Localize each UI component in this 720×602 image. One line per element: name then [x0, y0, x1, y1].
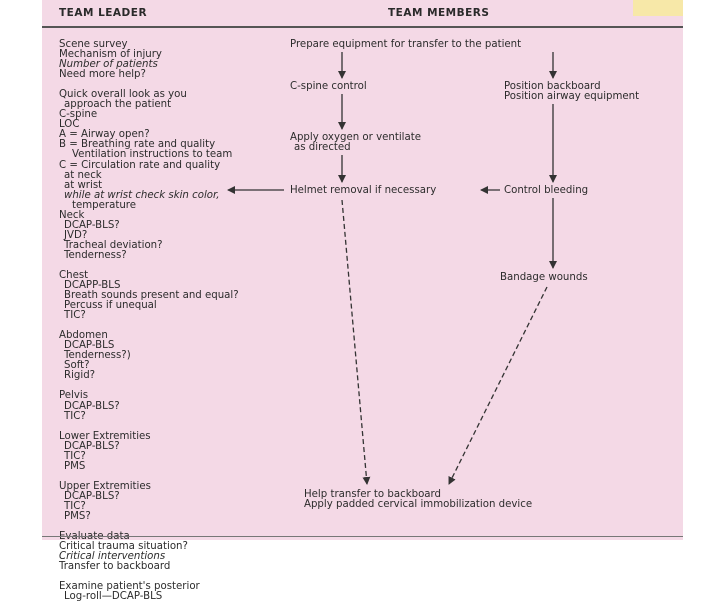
evaluate-line: Critical interventions	[59, 551, 166, 563]
quick-line: Quick overall look as you	[59, 89, 187, 101]
prepare-equipment-step: Prepare equipment for transfer to the patient	[290, 39, 522, 50]
team-members-header: TEAM MEMBERS	[388, 7, 490, 19]
lower-line: TIC?	[64, 450, 86, 462]
pelvis-line: Pelvis	[59, 390, 89, 402]
scene-line: Scene survey	[59, 39, 128, 50]
abdomen-line: Tenderness?)	[64, 350, 131, 362]
upper-line: PMS?	[64, 510, 91, 522]
apply-oxygen-step-cont: as directed	[294, 142, 351, 153]
team-leader-header: TEAM LEADER	[59, 7, 148, 19]
quick-line: LOC	[59, 119, 80, 131]
c-spine-control-step: C-spine control	[290, 81, 367, 92]
control-bleeding-step: Control bleeding	[504, 185, 589, 196]
quick-line: C = Circulation rate and quality	[59, 159, 221, 171]
position-backboard-step: Position backboard	[504, 81, 601, 92]
arrow-bandage-to-transfer	[449, 287, 547, 484]
bottom-rule	[42, 536, 683, 537]
lower-line: DCAP-BLS?	[64, 440, 120, 452]
lower-line: Lower Extremities	[59, 430, 151, 442]
chest-line: TIC?	[64, 310, 86, 322]
chest-line: DCAPP-BLS	[64, 280, 121, 292]
neck-line: Neck	[59, 209, 85, 221]
flowchart-sheet	[42, 0, 683, 602]
helmet-removal-step: Helmet removal if necessary	[290, 185, 437, 196]
neck-line: Tracheal deviation?	[64, 239, 163, 251]
neck-line: Tenderness?	[64, 249, 127, 261]
position-airway-step: Position airway equipment	[504, 91, 640, 102]
pelvis-line: TIC?	[64, 410, 86, 422]
neck-line: JVD?	[64, 229, 88, 241]
quick-line: at neck	[64, 169, 102, 181]
upper-line: TIC?	[64, 500, 86, 512]
quick-line: at wrist	[64, 179, 103, 191]
upper-line: Upper Extremities	[59, 480, 151, 492]
scene-line: Mechanism of injury	[59, 49, 162, 61]
evaluate-line: Transfer to backboard	[59, 561, 171, 573]
scene-line: Need more help?	[59, 69, 146, 81]
neck-line: DCAP-BLS?	[64, 219, 120, 231]
quick-line: while at wrist check skin color,	[64, 189, 220, 201]
chest-line: Percuss if unequal	[64, 300, 157, 312]
immobilization-step: Apply padded cervical immobilization device	[304, 499, 533, 510]
abdomen-line: Abdomen	[59, 330, 108, 342]
evaluate-line: Critical trauma situation?	[59, 541, 188, 553]
chest-line: Chest	[59, 269, 89, 281]
arrow-helmet-to-transfer	[342, 200, 367, 484]
quick-line: approach the patient	[64, 99, 172, 111]
abdomen-line: Soft?	[64, 360, 90, 372]
pelvis-line: DCAP-BLS?	[64, 400, 120, 412]
abdomen-line: Rigid?	[64, 370, 96, 382]
abdomen-line: DCAP-BLS	[64, 340, 115, 352]
examine-group	[59, 582, 309, 602]
chest-line: Breath sounds present and equal?	[64, 290, 239, 302]
apply-oxygen-step: Apply oxygen or ventilate	[290, 132, 421, 143]
examine-line: Examine patient's posterior	[59, 581, 200, 593]
flow-arrows	[42, 0, 683, 540]
quick-line: temperature	[72, 199, 137, 211]
quick-line: A = Airway open?	[59, 129, 150, 141]
upper-line: DCAP-BLS?	[64, 490, 120, 502]
lower-line: PMS	[64, 460, 86, 472]
examine-line: Log-roll—DCAP-BLS	[64, 591, 163, 602]
help-transfer-step: Help transfer to backboard	[304, 489, 442, 500]
scene-line: Number of patients	[59, 59, 158, 71]
bandage-wounds-step: Bandage wounds	[500, 272, 588, 283]
quick-line: Ventilation instructions to team	[72, 149, 233, 161]
quick-line: B = Breathing rate and quality	[59, 139, 216, 151]
quick-line: C-spine	[59, 109, 98, 121]
